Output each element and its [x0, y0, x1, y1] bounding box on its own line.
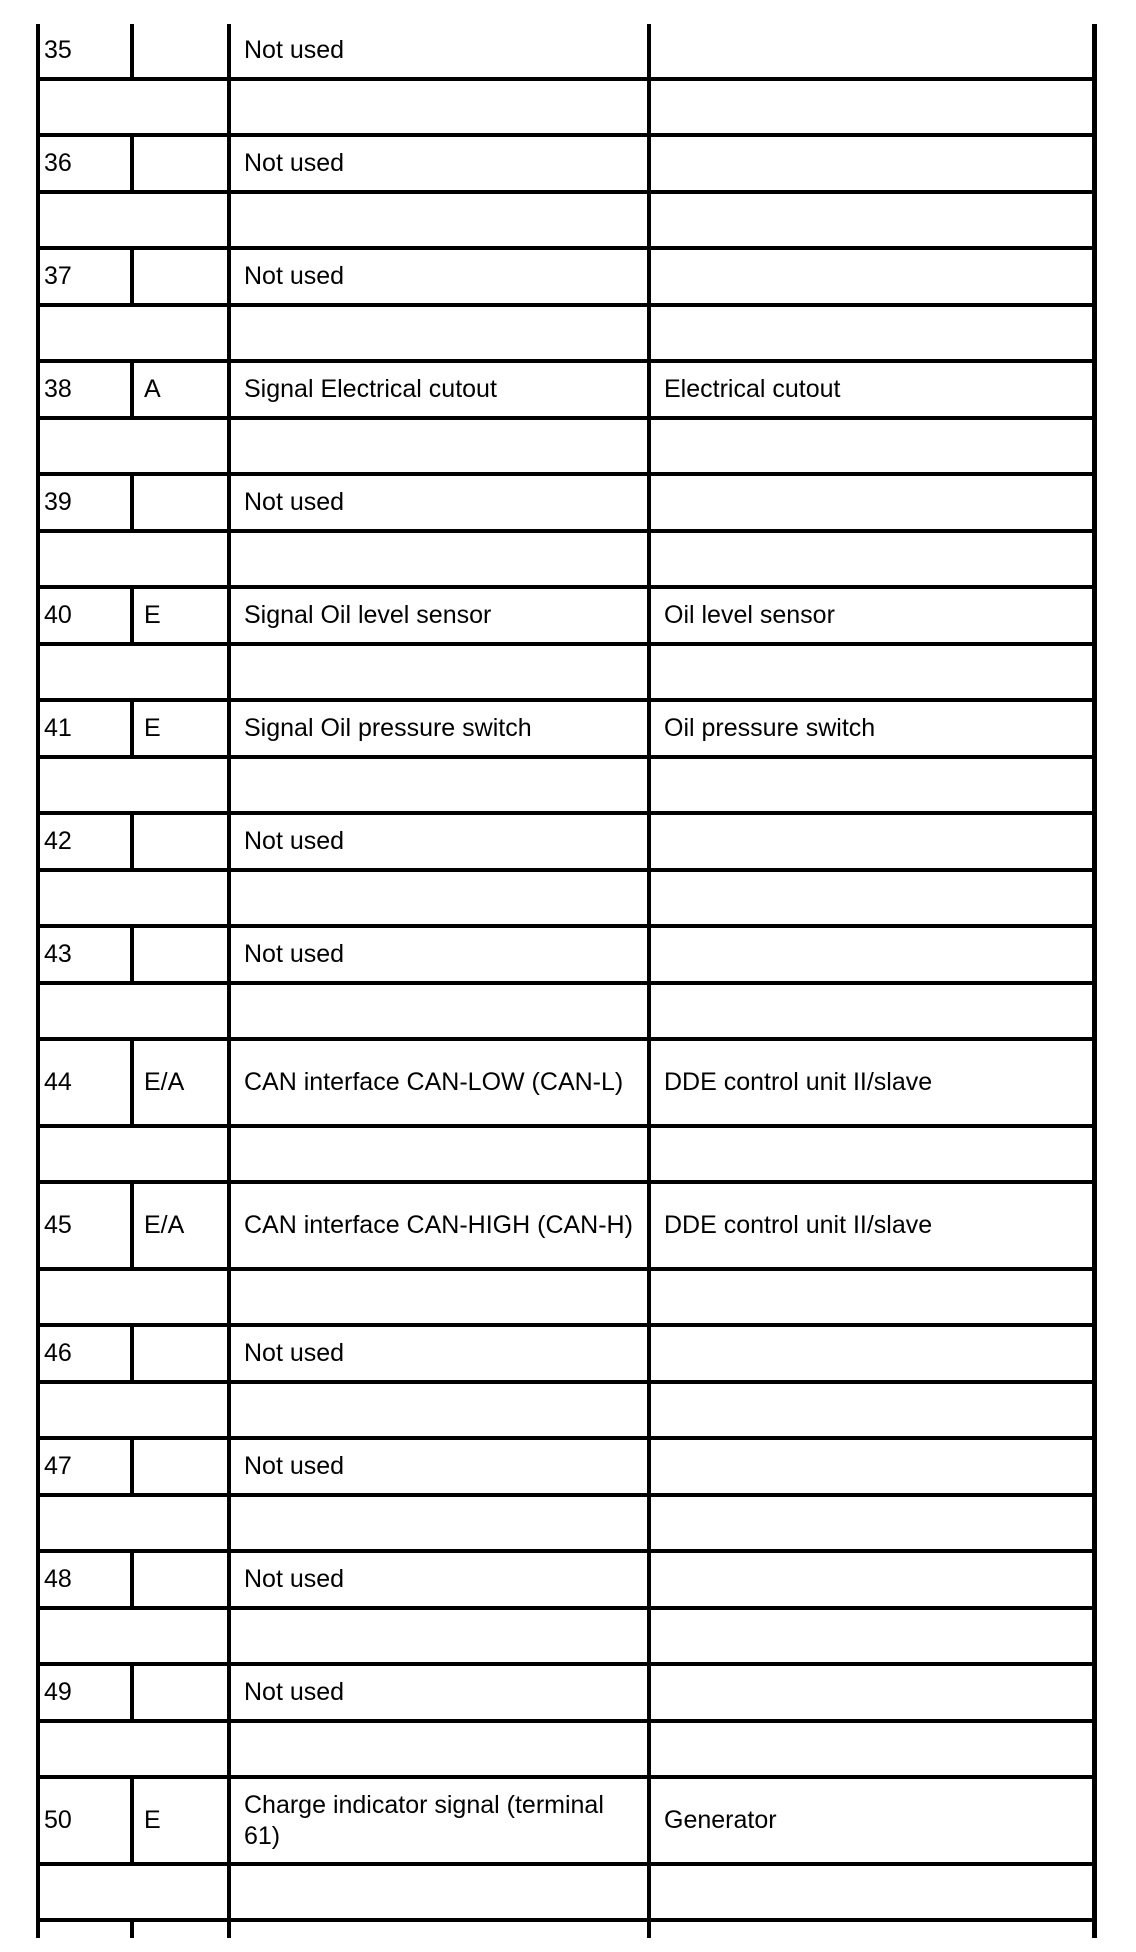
table-row [36, 363, 1096, 420]
merged-cell-mask [130, 194, 134, 246]
signal-type-cell [144, 1041, 224, 1124]
signal-type-cell [144, 1666, 224, 1719]
merged-cell-mask [130, 533, 134, 585]
function-cell-text: Not used [244, 149, 345, 177]
table-row [36, 1184, 1096, 1271]
function-cell-text: Signal Electrical cutout [244, 375, 497, 403]
component-cell [664, 1779, 1084, 1862]
spacer-row [36, 194, 1096, 250]
table-row [36, 250, 1096, 307]
signal-type-cell [144, 1184, 224, 1267]
function-cell [244, 1440, 644, 1493]
component-cell [664, 137, 1084, 190]
pin-number-cell [44, 815, 124, 868]
pin-number-cell-text: 45 [44, 1211, 72, 1239]
function-cell [244, 476, 644, 529]
pin-number-cell-text: 46 [44, 1339, 72, 1367]
component-cell [664, 1184, 1084, 1267]
signal-type-cell [144, 1553, 224, 1606]
pin-number-cell [44, 928, 124, 981]
function-cell-text: Not used [244, 940, 345, 968]
signal-type-cell [144, 250, 224, 303]
component-cell [664, 928, 1084, 981]
pin-number-cell-text: 38 [44, 375, 72, 403]
signal-type-cell-text: E/A [144, 1211, 185, 1239]
pin-number-cell [44, 1041, 124, 1124]
function-cell [244, 1666, 644, 1719]
signal-type-cell [144, 137, 224, 190]
component-cell [664, 702, 1084, 755]
signal-type-cell [144, 702, 224, 755]
component-cell-text: Oil level sensor [664, 601, 835, 629]
component-cell [664, 1327, 1084, 1380]
component-cell-text: DDE control unit II/slave [664, 1068, 933, 1096]
table-row [36, 476, 1096, 533]
spacer-row [36, 420, 1096, 476]
pin-number-cell [44, 363, 124, 416]
pin-number-cell-text: 48 [44, 1565, 72, 1593]
function-cell [244, 250, 644, 303]
component-cell-text: Electrical cutout [664, 375, 841, 403]
pin-number-cell-text: 47 [44, 1452, 72, 1480]
pin-number-cell-text: 36 [44, 149, 72, 177]
function-cell [244, 1041, 644, 1124]
signal-type-cell-text: E [144, 601, 161, 629]
signal-type-cell-text: E/A [144, 1068, 185, 1096]
spacer-row [36, 1723, 1096, 1779]
function-cell-text: Not used [244, 36, 345, 64]
component-cell [664, 815, 1084, 868]
function-cell [244, 589, 644, 642]
pin-number-cell [44, 137, 124, 190]
pin-number-cell [44, 702, 124, 755]
merged-cell-mask [130, 1271, 134, 1323]
function-cell [244, 928, 644, 981]
function-cell-text: Not used [244, 1452, 345, 1480]
signal-type-cell-text: A [144, 375, 161, 403]
function-cell-text: Not used [244, 827, 345, 855]
function-cell-text: Signal Oil level sensor [244, 601, 492, 629]
pin-number-cell-text: 40 [44, 601, 72, 629]
spacer-row [36, 1497, 1096, 1553]
component-cell [664, 1041, 1084, 1124]
component-cell [664, 250, 1084, 303]
table-row [36, 1553, 1096, 1610]
pin-assignment-table [36, 0, 1100, 1922]
merged-cell-mask [130, 1723, 134, 1775]
merged-cell-mask [130, 1866, 134, 1918]
component-cell [664, 476, 1084, 529]
function-cell-text: Signal Oil pressure switch [244, 714, 532, 742]
signal-type-cell [144, 24, 224, 77]
table-row [36, 0, 1096, 81]
component-cell [664, 1553, 1084, 1606]
function-cell-text: Not used [244, 1565, 345, 1593]
table-row [36, 1666, 1096, 1723]
table-row [36, 1327, 1096, 1384]
function-cell-text: CAN interface CAN-HIGH (CAN-H) [244, 1211, 633, 1239]
component-cell [664, 363, 1084, 416]
component-cell [664, 1666, 1084, 1719]
merged-cell-mask [130, 307, 134, 359]
signal-type-cell [144, 1327, 224, 1380]
pin-number-cell [44, 1440, 124, 1493]
merged-cell-mask [130, 1610, 134, 1662]
signal-type-cell [144, 928, 224, 981]
spacer-row [36, 1610, 1096, 1666]
table-row [36, 1041, 1096, 1128]
pin-number-cell [44, 250, 124, 303]
table-row [36, 137, 1096, 194]
function-cell-text: Charge indicator signal (terminal 61) [244, 1790, 604, 1850]
function-cell [244, 137, 644, 190]
pin-number-cell-text: 35 [44, 36, 72, 64]
pin-number-cell-text: 37 [44, 262, 72, 290]
table-row [36, 702, 1096, 759]
function-cell [244, 363, 644, 416]
signal-type-cell-text: E [144, 1806, 161, 1834]
signal-type-cell [144, 589, 224, 642]
pin-number-cell [44, 589, 124, 642]
spacer-row [36, 533, 1096, 589]
pin-number-cell [44, 476, 124, 529]
function-cell [244, 702, 644, 755]
table-row [36, 1779, 1096, 1866]
function-cell-text: Not used [244, 1678, 345, 1706]
spacer-row [36, 81, 1096, 137]
merged-cell-mask [130, 872, 134, 924]
merged-cell-mask [130, 81, 134, 133]
spacer-row [36, 759, 1096, 815]
component-cell-text: Generator [664, 1806, 777, 1834]
component-cell [664, 589, 1084, 642]
spacer-row [36, 985, 1096, 1041]
spacer-row [36, 1128, 1096, 1184]
signal-type-cell [144, 815, 224, 868]
table-row [36, 1440, 1096, 1497]
pin-number-cell-text: 44 [44, 1068, 72, 1096]
pin-number-cell-text: 43 [44, 940, 72, 968]
merged-cell-mask [130, 1128, 134, 1180]
function-cell-text: Not used [244, 488, 345, 516]
merged-cell-mask [130, 646, 134, 698]
pin-number-cell-text: 49 [44, 1678, 72, 1706]
merged-cell-mask [130, 1497, 134, 1549]
component-cell-text: DDE control unit II/slave [664, 1211, 933, 1239]
pin-number-cell [44, 1779, 124, 1862]
spacer-row [36, 646, 1096, 702]
function-cell [244, 1184, 644, 1267]
pin-number-cell-text: 42 [44, 827, 72, 855]
merged-cell-mask [130, 759, 134, 811]
pin-number-cell [44, 1666, 124, 1719]
spacer-row [36, 307, 1096, 363]
table-row [36, 815, 1096, 872]
spacer-row [36, 1866, 1096, 1922]
component-cell [664, 24, 1084, 77]
table-row [36, 589, 1096, 646]
function-cell [244, 1553, 644, 1606]
signal-type-cell [144, 476, 224, 529]
component-cell [664, 1440, 1084, 1493]
function-cell [244, 1327, 644, 1380]
table-body [36, 0, 1100, 1922]
pin-number-cell-text: 41 [44, 714, 72, 742]
pin-number-cell [44, 1184, 124, 1267]
signal-type-cell-text: E [144, 714, 161, 742]
function-cell-text: Not used [244, 262, 345, 290]
pin-number-cell [44, 1553, 124, 1606]
pin-number-cell [44, 24, 124, 77]
signal-type-cell [144, 363, 224, 416]
pin-number-cell-text: 39 [44, 488, 72, 516]
spacer-row [36, 872, 1096, 928]
function-cell-text: CAN interface CAN-LOW (CAN-L) [244, 1068, 624, 1096]
table-row [36, 928, 1096, 985]
merged-cell-mask [130, 1384, 134, 1436]
component-cell-text: Oil pressure switch [664, 714, 876, 742]
function-cell-text: Not used [244, 1339, 345, 1367]
pin-number-cell-text: 50 [44, 1806, 72, 1834]
merged-cell-mask [130, 420, 134, 472]
signal-type-cell [144, 1440, 224, 1493]
pin-number-cell [44, 1327, 124, 1380]
merged-cell-mask [130, 985, 134, 1037]
function-cell [244, 24, 644, 77]
spacer-row [36, 1384, 1096, 1440]
spacer-row [36, 1271, 1096, 1327]
signal-type-cell [144, 1779, 224, 1862]
function-cell [244, 815, 644, 868]
function-cell [244, 1779, 644, 1862]
